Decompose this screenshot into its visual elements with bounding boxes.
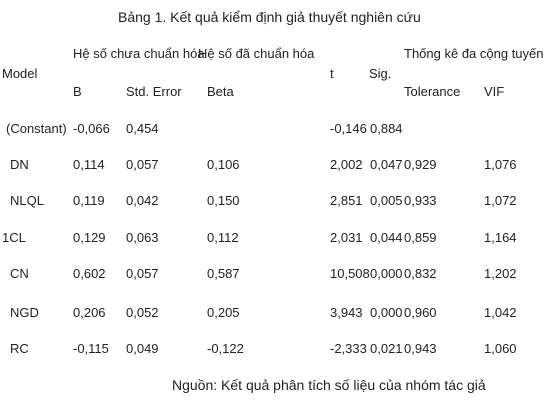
header-tolerance: Tolerance [404, 84, 461, 99]
cell-std-error: 0,057 [126, 157, 159, 172]
table-title: Bảng 1. Kết quả kiểm định giả thuyết nghiên cứu [118, 9, 421, 25]
table-row [0, 230, 559, 246]
cell-b: -0,115 [73, 341, 109, 356]
cell-t: 2,031 [330, 230, 363, 245]
cell-beta: 0,205 [207, 305, 240, 320]
cell-std-error: 0,454 [126, 121, 159, 136]
cell-t: 2,002 [330, 157, 363, 172]
table-row [0, 266, 559, 282]
cell-model: NLQL [10, 193, 44, 208]
cell-vif: 1,072 [484, 193, 517, 208]
cell-beta: -0,122 [207, 341, 244, 356]
cell-model: CN [10, 266, 29, 281]
cell-sig: 0,884 [370, 121, 403, 136]
cell-b: 0,119 [73, 193, 105, 208]
header-std-error: Std. Error [126, 84, 182, 99]
cell-t: 3,943 [330, 305, 363, 320]
cell-tolerance: 0,859 [404, 230, 437, 245]
cell-vif: 1,060 [484, 341, 517, 356]
cell-model: DN [10, 157, 29, 172]
cell-model: NGD [10, 305, 39, 320]
header-unstandardized: Hệ số chưa chuẩn hóa [73, 46, 205, 61]
cell-model: RC [10, 341, 29, 356]
cell-t: 10,508 [330, 266, 370, 281]
cell-tolerance: 0,960 [404, 305, 437, 320]
cell-sig: 0,005 [370, 193, 403, 208]
cell-std-error: 0,042 [126, 193, 159, 208]
table-source-note: Nguồn: Kết quả phân tích số liệu của nhóm tác giả [172, 377, 486, 393]
cell-model: 1CL [2, 230, 26, 245]
cell-std-error: 0,063 [126, 230, 159, 245]
cell-b: -0,066 [73, 121, 110, 136]
cell-std-error: 0,052 [126, 305, 159, 320]
header-vif: VIF [484, 84, 505, 99]
cell-tolerance: 0,933 [404, 193, 437, 208]
table-row [0, 341, 559, 357]
cell-tolerance: 0,943 [404, 341, 437, 356]
header-sig: Sig. [369, 66, 392, 81]
cell-std-error: 0,057 [126, 266, 159, 281]
cell-vif: 1,202 [484, 266, 517, 281]
cell-vif: 1,164 [484, 230, 517, 245]
cell-t: -0,146 [330, 121, 367, 136]
header-beta: Beta [207, 84, 234, 99]
cell-t: 2,851 [330, 193, 363, 208]
cell-sig: 0,000 [370, 305, 403, 320]
cell-beta: 0,112 [207, 230, 239, 245]
header-b: B [73, 84, 82, 99]
header-model: Model [2, 66, 38, 81]
cell-beta: 0,587 [207, 266, 240, 281]
cell-std-error: 0,049 [126, 341, 159, 356]
cell-sig: 0,044 [370, 230, 403, 245]
header-standardized: Hệ số đã chuẩn hóa [198, 46, 315, 61]
cell-tolerance: 0,832 [404, 266, 437, 281]
table-row [0, 121, 559, 137]
cell-sig: 0,021 [370, 341, 403, 356]
cell-vif: 1,076 [484, 157, 517, 172]
table-row [0, 193, 559, 209]
cell-b: 0,206 [73, 305, 106, 320]
cell-sig: 0,000 [370, 266, 403, 281]
cell-t: -2,333 [330, 341, 367, 356]
cell-model: (Constant) [6, 121, 67, 136]
cell-beta: 0,106 [207, 157, 240, 172]
cell-b: 0,602 [73, 266, 106, 281]
cell-beta: 0,150 [207, 193, 240, 208]
cell-b: 0,114 [73, 157, 105, 172]
cell-sig: 0,047 [370, 157, 403, 172]
cell-tolerance: 0,929 [404, 157, 437, 172]
cell-vif: 1,042 [484, 305, 517, 320]
table-row [0, 157, 559, 173]
cell-b: 0,129 [73, 230, 106, 245]
header-collinearity: Thống kê đa cộng tuyến [404, 46, 544, 61]
header-t: t [330, 66, 334, 81]
table-row [0, 305, 559, 321]
